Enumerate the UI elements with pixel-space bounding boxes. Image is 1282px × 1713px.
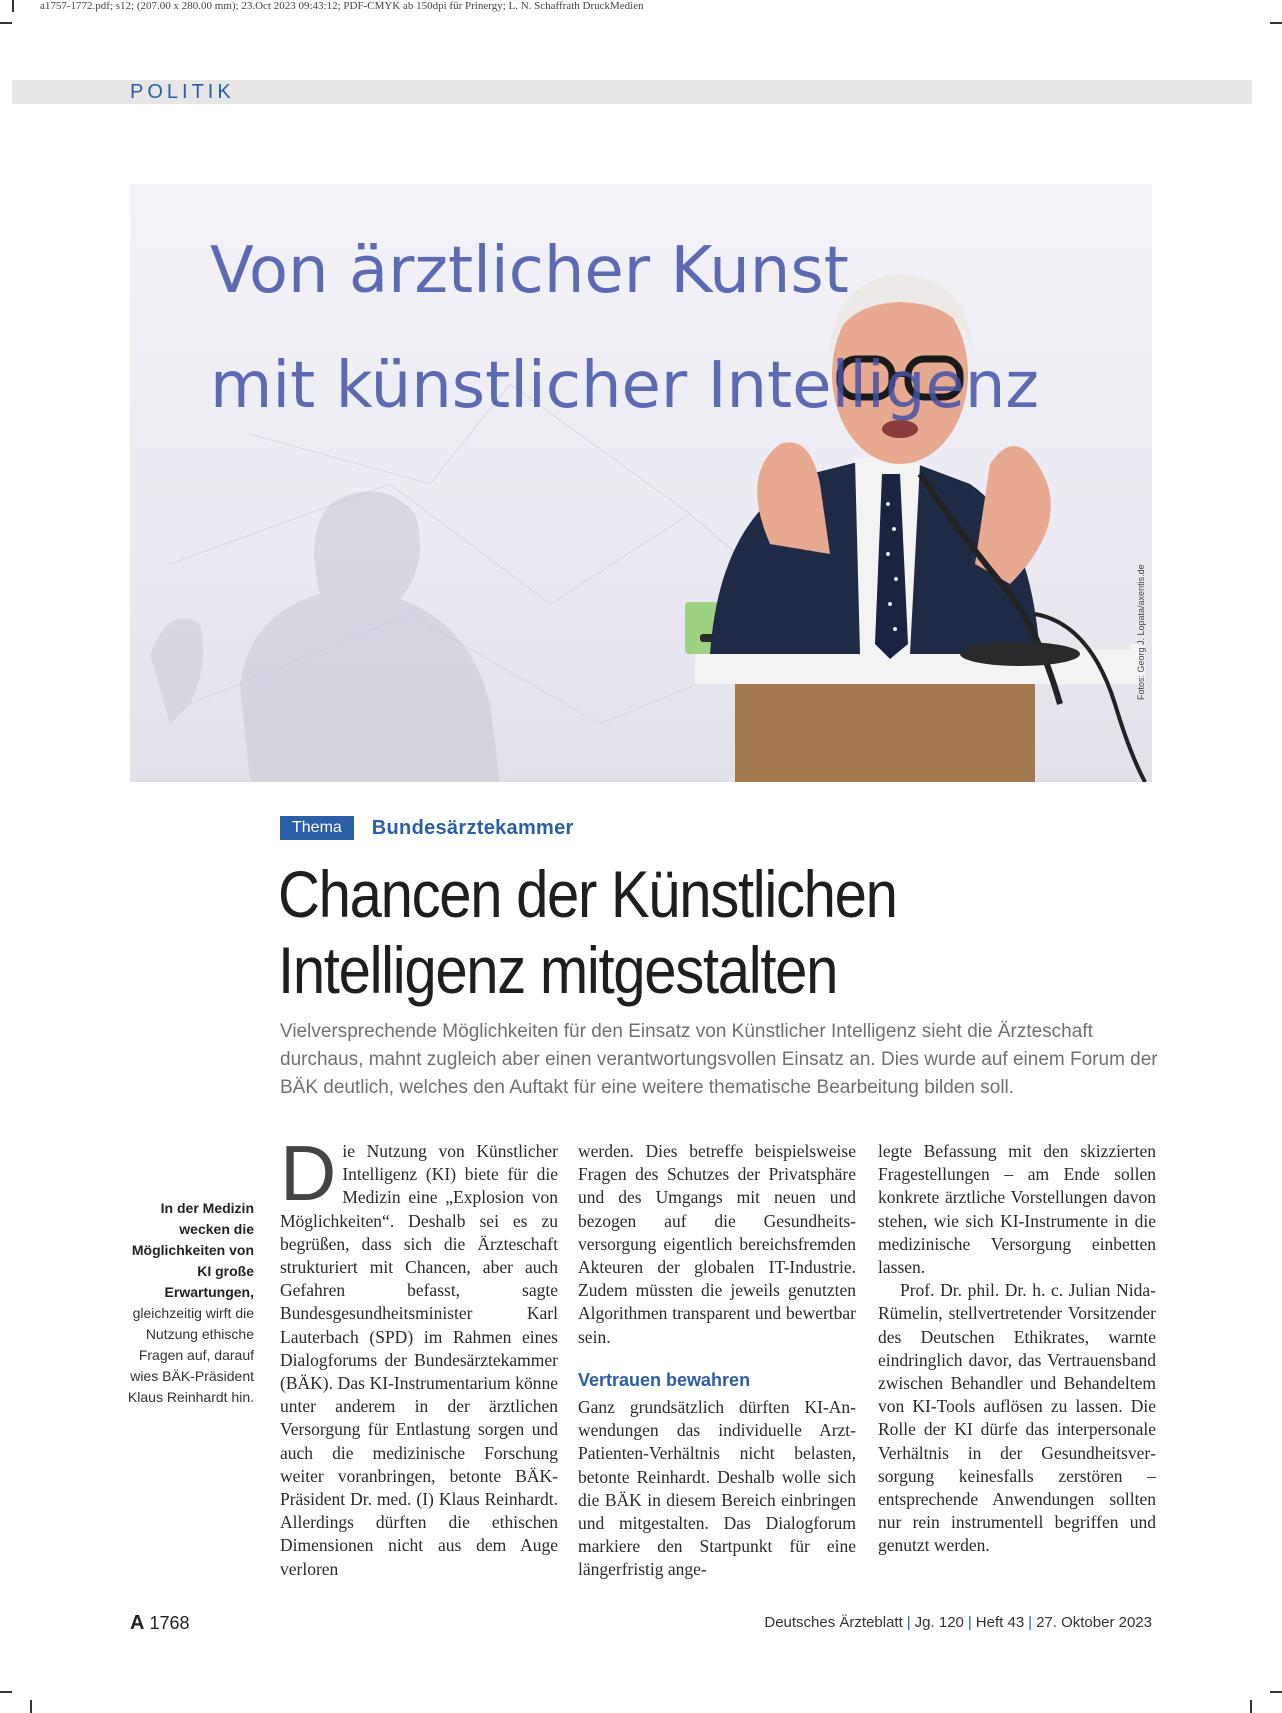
body-paragraph: Ganz grundsätzlich dürften KI-Anwendungen das individuelle Arzt-Patienten-Verhältnis nicht belasten, betonte Reinhardt. Deshalb wolle sich die BÄK in diesem Bereich einbringen und mitgestalten. Das Dialogforum markiere den Startpunkt für eine längerfristig ange- [578, 1397, 856, 1580]
photo-caption [120, 1198, 254, 1408]
thema-badge: Thema [280, 816, 354, 840]
journal-volume: Jg. 120 [914, 1614, 964, 1631]
print-info-line: a1757-1772.pdf; s12; (207.00 x 280.00 mm); 23.Oct 2023 09:43:12; PDF-CMYK ab 150dpi für Prinergy; L. N. Schaffrath DruckMedien [40, 0, 644, 12]
body-paragraph: Prof. Dr. phil. Dr. h. c. Julian Nida-Rümelin, stellvertretender Vorsitzender des Deutschen Ethikrates, warnte eindringlich davor, das Vertrauensband zwischen Behandler und Behandeltem von KI-Tools auflösen zu lassen. Die Rolle der KI dürfe das interpersonale Verhältnis in der Gesundheitsversorgung keinesfalls zerstören – entsprechende Anwendungen sollten nur rein instrumentell begriffen und genutzt werden. [878, 1280, 1156, 1556]
page-prefix: A [130, 1612, 145, 1634]
crop-mark [0, 1691, 12, 1693]
separator: | [906, 1614, 911, 1631]
caption-text: gleichzeitig wirft die Nutzung ethische Fragen auf, darauf wies BÄK-Präsident Klaus Reinhardt hin. [127, 1305, 254, 1405]
separator: | [1028, 1614, 1033, 1631]
body-column-1 [280, 1129, 558, 1581]
subheading: Vertrauen bewahren [578, 1369, 751, 1390]
body-paragraph: werden. Dies betreffe beispielsweise Fragen des Schutzes der Privatsphäre und des Umgangs mit neuen und bezogen auf die Gesundheitsversorgung eigentlich bereichsfremden Akteuren der globalen IT-Industrie. Zudem müssten die jeweils genutzten Algorithmen transparent und bewertbar sein. [578, 1141, 856, 1347]
journal-name: Deutsches Ärzteblatt [764, 1614, 903, 1631]
photo-credit: Fotos: Georg J. Lopata/axentis.de [1136, 564, 1146, 700]
body-paragraph: ie Nutzung von Künstlicher Intelligenz (KI) biete für die Medizin eine „Explosion von Möglichkeiten“. Deshalb sei es zu begrüßen, dass sich die Ärzteschaft strukturiert mit Chancen, aber auch Gefahren befasst, sagte Bundesgesundheitsminister Karl Lauterbach (SPD) im Rahmen eines Dialogforums der Bundesärztekammer (BÄK). Das KI-Instrumentarium könne unter anderem in der ärztlichen Versorgung für Entlastung sorgen und auch die medizinische Forschung weiter voranbringen, betonte BÄK-Präsident Dr. med. (I) Klaus Reinhardt. Allerdings dürften die ethischen Dimensionen nicht aus dem Auge verloren [280, 1141, 558, 1579]
drop-cap: D [280, 1129, 337, 1217]
separator: | [967, 1614, 972, 1631]
footer-citation [764, 1614, 1152, 1631]
crop-mark [0, 22, 12, 24]
journal-date: 27. Oktober 2023 [1036, 1614, 1152, 1631]
caption-bold: In der Medizin wecken die Möglichkeiten von KI große Erwartungen, [131, 1200, 254, 1300]
body-column-3 [878, 1140, 1156, 1558]
body-column-2 [578, 1140, 856, 1582]
article-headline [278, 856, 1052, 1008]
crop-mark [30, 1700, 32, 1713]
crop-mark [1270, 1691, 1282, 1693]
banner-text-line1: Von ärztlicher Kunst [210, 234, 849, 308]
article-photo [130, 184, 1152, 782]
kicker [280, 816, 574, 840]
page-number-value: 1768 [149, 1613, 190, 1633]
crop-mark [1270, 22, 1282, 24]
banner-text-line2: mit künstlicher Intelligenz [210, 349, 1039, 423]
article-lead: Vielversprechende Möglichkeiten für den Einsatz von Künstlicher Intelligenz sieht die Ärzteschaft durchaus, mahnt zugleich aber einen verantwortungsvollen Einsatz an. Dies wurde auf einem Forum der BÄK deutlich, welches den Auftakt für eine weitere thematische Bearbeitung bilden soll. [280, 1021, 1158, 1098]
crop-mark [1250, 1700, 1252, 1713]
body-paragraph: legte Befassung mit den skizzierten Fragestellungen – am Ende sollen konkrete ärztliche Vorstellungen davon stehen, wie sich KI-Instrumente in die medizinische Versorgung einbetten lassen. [878, 1141, 1156, 1278]
section-label: POLITIK [130, 81, 235, 103]
page-number [130, 1612, 190, 1635]
headline-line1: Chancen der Künstlichen [278, 857, 897, 931]
journal-issue: Heft 43 [975, 1614, 1025, 1631]
crop-mark [12, 0, 14, 12]
kicker-topic: Bundesärztekammer [371, 816, 574, 839]
headline-line2: Intelligenz mitgestalten [278, 933, 838, 1007]
